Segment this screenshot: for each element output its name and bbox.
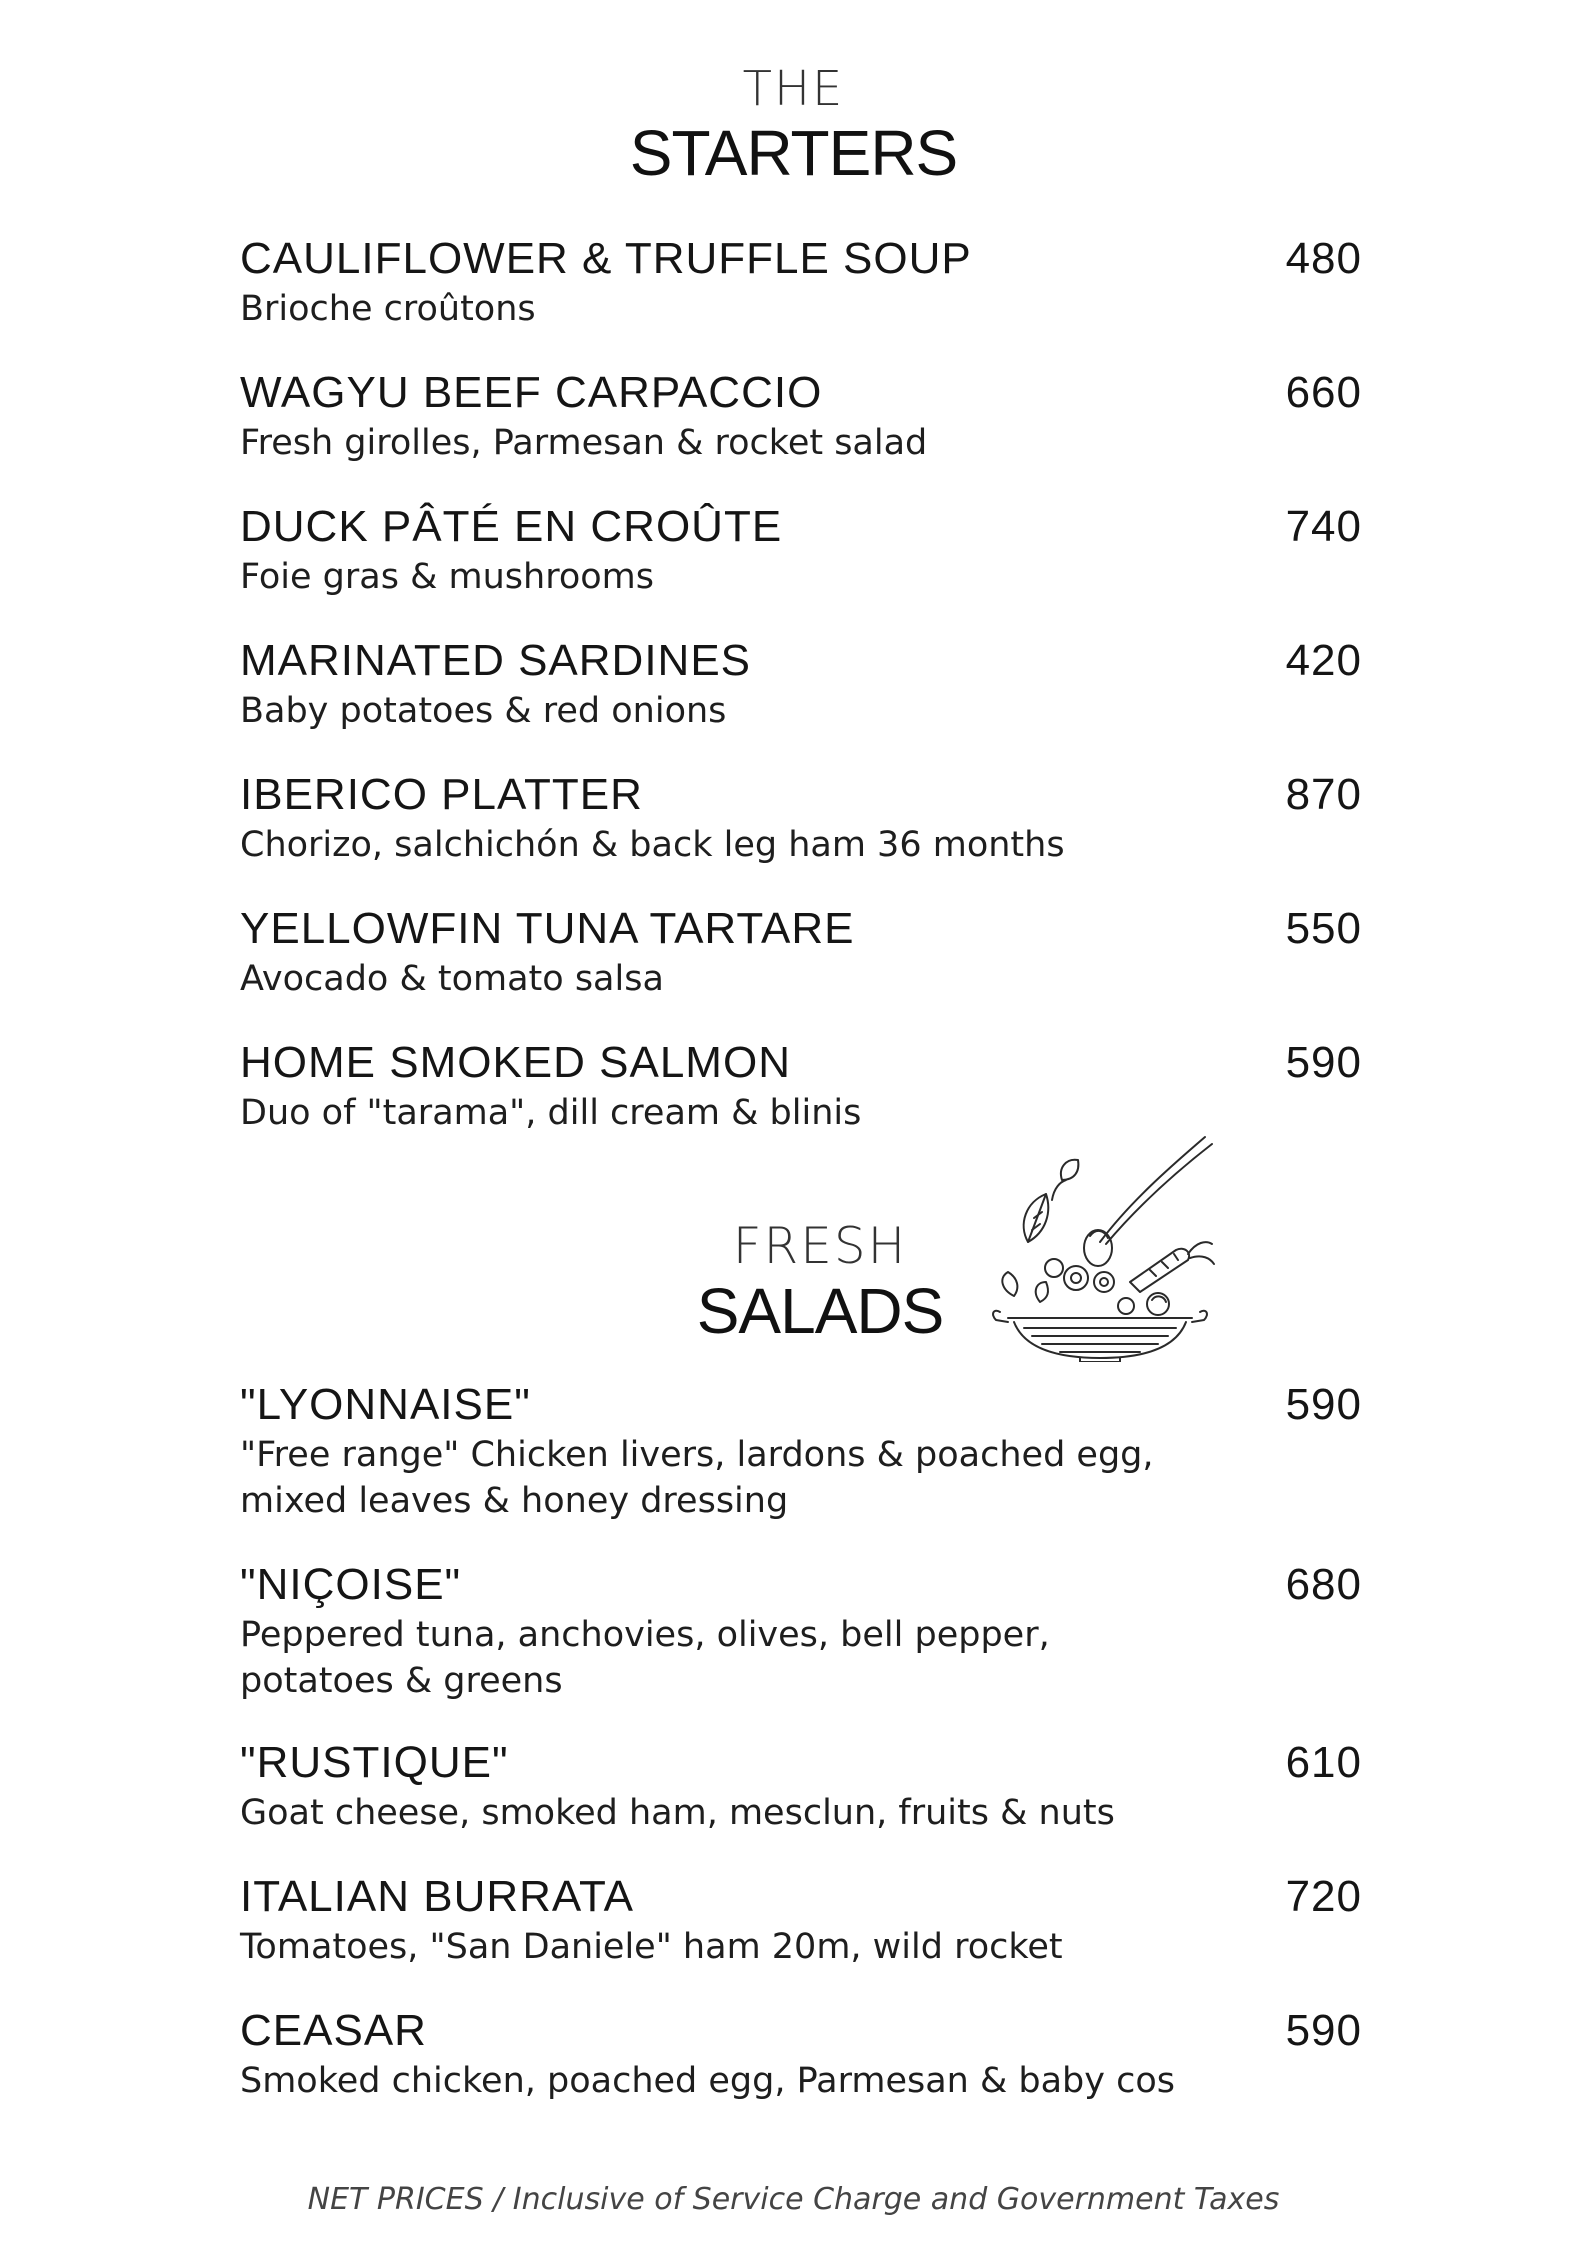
salad-price: 590 bbox=[1285, 2006, 1362, 2055]
salad-price: 590 bbox=[1285, 1380, 1362, 1429]
starter-desc: Fresh girolles, Parmesan & rocket salad bbox=[240, 423, 928, 463]
starter-price: 420 bbox=[1285, 636, 1362, 685]
salad-price: 610 bbox=[1285, 1738, 1362, 1787]
salad-price: 680 bbox=[1285, 1560, 1362, 1609]
starters-kicker: THE bbox=[742, 61, 845, 117]
starter-desc: Chorizo, salchichón & back leg ham 36 months bbox=[240, 825, 1065, 865]
starter-name: DUCK PÂTÉ EN CROÛTE bbox=[240, 502, 783, 551]
price-note: NET PRICES / Inclusive of Service Charge and Government Taxes bbox=[307, 2182, 1280, 2217]
starter-name: MARINATED SARDINES bbox=[240, 636, 752, 685]
salads-heading bbox=[640, 1218, 1000, 1348]
starter-name: CAULIFLOWER & TRUFFLE SOUP bbox=[240, 234, 972, 283]
salad-desc: Goat cheese, smoked ham, mesclun, fruits & nuts bbox=[240, 1793, 1115, 1833]
salad-desc: Smoked chicken, poached egg, Parmesan & baby cos bbox=[240, 2061, 1176, 2101]
salad-price: 720 bbox=[1285, 1872, 1362, 1921]
salad-bowl-icon bbox=[980, 1132, 1220, 1362]
starter-name: WAGYU BEEF CARPACCIO bbox=[240, 368, 823, 417]
starter-price: 550 bbox=[1285, 904, 1362, 953]
salad-desc: Tomatoes, "San Daniele" ham 20m, wild rocket bbox=[240, 1927, 1063, 1967]
salad-name: "LYONNAISE" bbox=[240, 1380, 531, 1429]
starter-desc: Baby potatoes & red onions bbox=[240, 691, 727, 731]
starter-desc: Avocado & tomato salsa bbox=[240, 959, 664, 999]
salads-title: SALADS bbox=[696, 1275, 944, 1347]
starters-title: STARTERS bbox=[629, 117, 958, 189]
starters-heading bbox=[0, 62, 1587, 190]
salad-name: CEASAR bbox=[240, 2006, 427, 2055]
salad-desc: "Free range" Chicken livers, lardons & poached egg, mixed leaves & honey dressing bbox=[240, 1435, 1154, 1521]
starter-name: IBERICO PLATTER bbox=[240, 770, 643, 819]
starter-desc: Brioche croûtons bbox=[240, 289, 536, 329]
starter-desc: Duo of "tarama", dill cream & blinis bbox=[240, 1093, 862, 1133]
starter-price: 590 bbox=[1285, 1038, 1362, 1087]
starter-name: HOME SMOKED SALMON bbox=[240, 1038, 791, 1087]
starter-name: YELLOWFIN TUNA TARTARE bbox=[240, 904, 855, 953]
starter-price: 480 bbox=[1285, 234, 1362, 283]
salad-desc: Peppered tuna, anchovies, olives, bell pepper, potatoes & greens bbox=[240, 1615, 1050, 1701]
salad-name: "NIÇOISE" bbox=[240, 1560, 462, 1609]
starter-price: 660 bbox=[1285, 368, 1362, 417]
starter-price: 740 bbox=[1285, 502, 1362, 551]
starter-desc: Foie gras & mushrooms bbox=[240, 557, 654, 597]
salad-name: "RUSTIQUE" bbox=[240, 1738, 509, 1787]
salad-name: ITALIAN BURRATA bbox=[240, 1872, 634, 1921]
starter-price: 870 bbox=[1285, 770, 1362, 819]
salads-kicker: FRESH bbox=[732, 1217, 908, 1275]
